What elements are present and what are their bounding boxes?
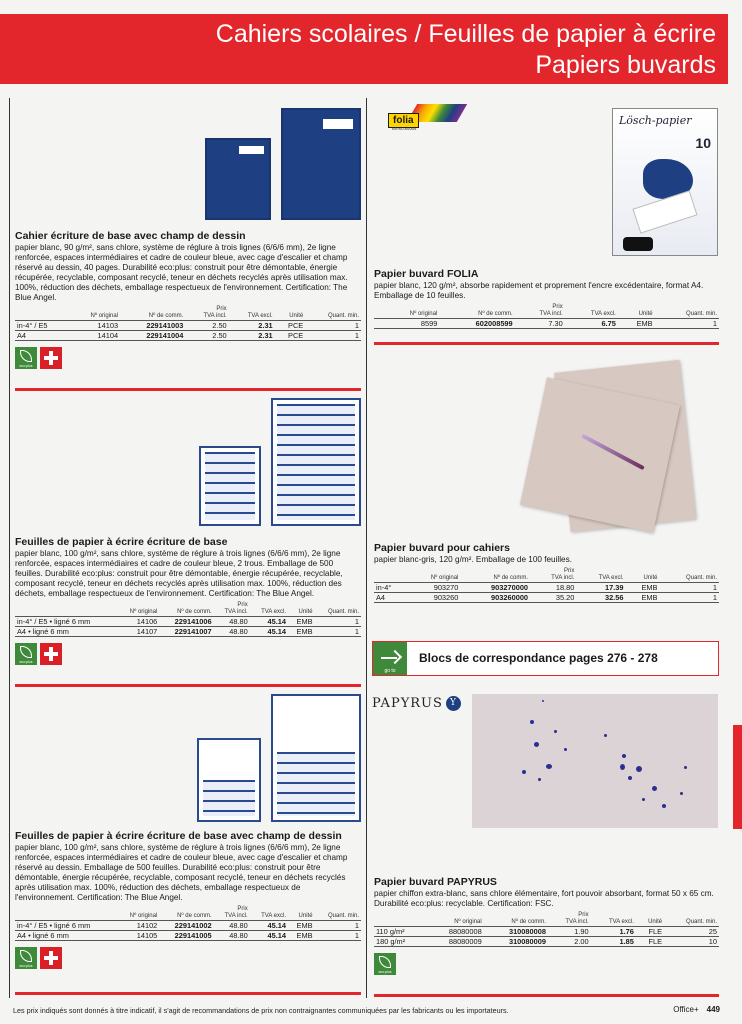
price-table: Nº original Nº de comm. Prix TVA incl. TVA excl. Unité Quant. min. in-4° / E5 • ligné 6 mm 14102 229141002 48.80 45.14 EMB 1 A4 • ligné 6 mm 14105 229141005 48.80 45.14 EMB 1 <box>17 906 359 940</box>
labels <box>15 947 361 969</box>
labels <box>374 953 719 975</box>
product-cahier-champ-dessin <box>9 98 361 398</box>
price-table: Nº original Nº de comm. Prix TVA incl. TVA excl. Unité Quant. min. in-4° / E5 14103 229141003 2.50 2.31 PCE 1 A4 14104 229141004 2.50 2.31 PCE 1 <box>17 306 359 340</box>
arrow-right-icon: go to <box>373 642 407 675</box>
labels <box>15 347 361 369</box>
section-rule <box>15 684 361 687</box>
table-row: in-4° / E5 14103 229141003 2.50 2.31 PCE 1 <box>17 321 359 330</box>
product-title: Feuilles de papier à écrire écriture de base avec champ de dessin <box>15 830 342 842</box>
price-table: Nº original Nº de comm. Prix TVA incl. TVA excl. Unité Quant. min. in-4° / E5 • ligné 6 mm 14106 229141006 48.80 45.14 EMB 1 A4 • ligné 6 mm 14107 229141007 48.80 45.14 EMB 1 <box>17 602 359 636</box>
ruled-sheet-small <box>199 446 261 526</box>
price-table: Nº original Nº de comm. Prix TVA incl. TVA excl. Unité Quant. min. 8599 602008599 7.30 6.75 EMB 1 <box>374 304 719 329</box>
price-table: Nº original Nº de comm. Prix TVA incl. TVA excl. Unité Quant. min. 110 g/m² 88080008 310080008 1.90 1.76 FLE 25 180 g/m² 88080009 310080009 2.00 1.85 FLE 10 <box>376 912 717 946</box>
section-tab <box>733 725 742 829</box>
drawing-sheet-large <box>271 694 361 822</box>
table-row: 8599 602008599 7.30 6.75 EMB 1 <box>374 319 719 329</box>
product-title: Papier buvard FOLIA <box>374 268 479 280</box>
table-row: in-4° / E5 • ligné 6 mm 14102 229141002 48.80 45.14 EMB 1 <box>17 921 359 930</box>
table-row: A4 • ligné 6 mm 14105 229141005 48.80 45.14 EMB 1 <box>17 931 359 940</box>
product-description: papier blanc, 90 g/m², sans chlore, système de réglure à trois lignes (6/6/6 mm), 2e ligne renforcée, espaces intermédiaires et cadre de couleur bleue, avec cage d'escalier et champ réservé au dessin, 40 pages. Durabilité eco:plus: construit pour être démontable, énergie récupérée, recyclable, composant recyclé, teneur en déchets recyclés après utilisation max. 100%, réduction des déchets, emballage respectueux de l'environnement. Certification: The Blue Angel. <box>15 243 348 302</box>
eco-plus-leaf-icon: eco:plus <box>15 347 37 369</box>
price-table: Nº original Nº de comm. Prix TVA incl. TVA excl. Unité Quant. min. in-4° 903270 903270000 18.80 17.39 EMB 1 A4 903260 903260000 35.20 32.56 EMB 1 <box>376 568 717 602</box>
papyrus-logo: PAPYRUS Y <box>372 696 461 711</box>
table-row: 180 g/m² 88080009 310080009 2.00 1.85 FLE 10 <box>376 937 717 946</box>
product-papyrus <box>372 696 719 998</box>
product-title: Papier buvard PAPYRUS <box>374 876 497 888</box>
eco-plus-leaf-icon: eco:plus <box>15 643 37 665</box>
header-title: Cahiers scolaires / Feuilles de papier à écrire <box>215 20 716 48</box>
table-row: 110 g/m² 88080008 310080008 1.90 1.76 FLE 25 <box>376 927 717 936</box>
product-title: Papier buvard pour cahiers <box>374 542 510 554</box>
swiss-cross-icon <box>40 643 62 665</box>
eco-plus-leaf-icon: eco:plus <box>15 947 37 969</box>
page-number: 449 <box>706 1005 720 1014</box>
goto-correspondence-link[interactable] <box>372 641 719 676</box>
product-description: papier blanc-gris, 120 g/m². Emballage de 100 feuilles. <box>374 555 572 564</box>
table-row: in-4° 903270 903270000 18.80 17.39 EMB 1 <box>376 583 717 592</box>
table-row: A4 • ligné 6 mm 14107 229141007 48.80 45.14 EMB 1 <box>17 627 359 636</box>
footer-page <box>673 1005 720 1014</box>
product-description: papier blanc, 100 g/m², sans chlore, système de réglure à trois lignes (6/6/6 mm), 2e ligne renforcée, espaces intermédiaires et cadre de couleur bleue, avec cage d'escalier et champ réservé au dessin. Emballage de 500 feuilles. Durabilité eco:plus: construit pour être démontable, énergie récupérée, recyclable, composant recyclé, teneur en déchets recyclés après utilisation max. 100%, réduction des déchets, emballage respectueux de l'environnement. Certification: The Blue Angel. <box>15 843 348 902</box>
column-divider-center <box>366 98 367 998</box>
section-rule <box>15 992 361 995</box>
section-rule <box>15 388 361 391</box>
footer-brand: Office+ <box>673 1005 699 1014</box>
labels <box>15 643 361 665</box>
product-title: Feuilles de papier à écrire écriture de base <box>15 536 228 548</box>
swiss-cross-icon <box>40 947 62 969</box>
footer-note: Les prix indiqués sont donnés à titre indicatif, il s'agit de recommandations de prix non contraignantes communiquées par les fabricants ou les importateurs. <box>13 1006 509 1015</box>
section-rule <box>374 994 719 997</box>
product-description: papier blanc, 100 g/m², sans chlore, système de réglure à trois lignes (6/6/6 mm), 2e ligne renforcée, espaces intermédiaires et cadre de couleur bleue, 2 trous. Emballage de 500 feuilles. Durabilité eco:plus: construit pour être démontable, énergie récupérée, recyclable, composant recyclé, teneur en déchets recyclés après utilisation max. 100%, réduction des déchets, emballage respectueux de l'environnement. Certification: The Blue Angel. <box>15 549 343 598</box>
notebook-image-large <box>281 108 361 220</box>
table-row: A4 903260 903260000 35.20 32.56 EMB 1 <box>376 593 717 602</box>
swiss-cross-icon <box>40 347 62 369</box>
product-feuilles-base <box>9 398 361 694</box>
section-rule <box>374 342 719 345</box>
blotting-sheet-front <box>520 377 680 532</box>
goto-text: Blocs de correspondance pages 276 - 278 <box>419 651 658 665</box>
product-description: papier chiffon extra-blanc, sans chlore élémentaire, fort pouvoir absorbant, format 50 x 65 cm. Durabilité eco:plus: recyclable. Certification: FSC. <box>374 889 714 908</box>
product-folia <box>372 98 719 346</box>
product-description: papier blanc, 120 g/m², absorbe rapidement et proprement l'encre excédentaire, format A4. Emballage de 10 feuilles. <box>374 281 704 300</box>
product-feuilles-champ-dessin <box>9 694 361 998</box>
eco-plus-leaf-icon: eco:plus <box>374 953 396 975</box>
blotting-paper-pack-image: Lösch-papier 10 <box>612 108 718 256</box>
ruled-sheet-large <box>271 398 361 526</box>
notebook-image-small <box>205 138 271 220</box>
table-row: in-4° / E5 • ligné 6 mm 14106 229141006 48.80 45.14 EMB 1 <box>17 617 359 626</box>
product-buvard-cahiers <box>372 360 719 630</box>
table-row: A4 14104 229141004 2.50 2.31 PCE 1 <box>17 331 359 340</box>
drawing-sheet-small <box>197 738 261 822</box>
product-title: Cahier écriture de base avec champ de dessin <box>15 230 246 242</box>
header-subtitle: Papiers buvards <box>535 51 716 79</box>
ink-splattered-blotting-sheet <box>472 694 718 828</box>
folia-logo: folia BRINGMANN <box>382 104 462 130</box>
page-header <box>0 14 728 84</box>
